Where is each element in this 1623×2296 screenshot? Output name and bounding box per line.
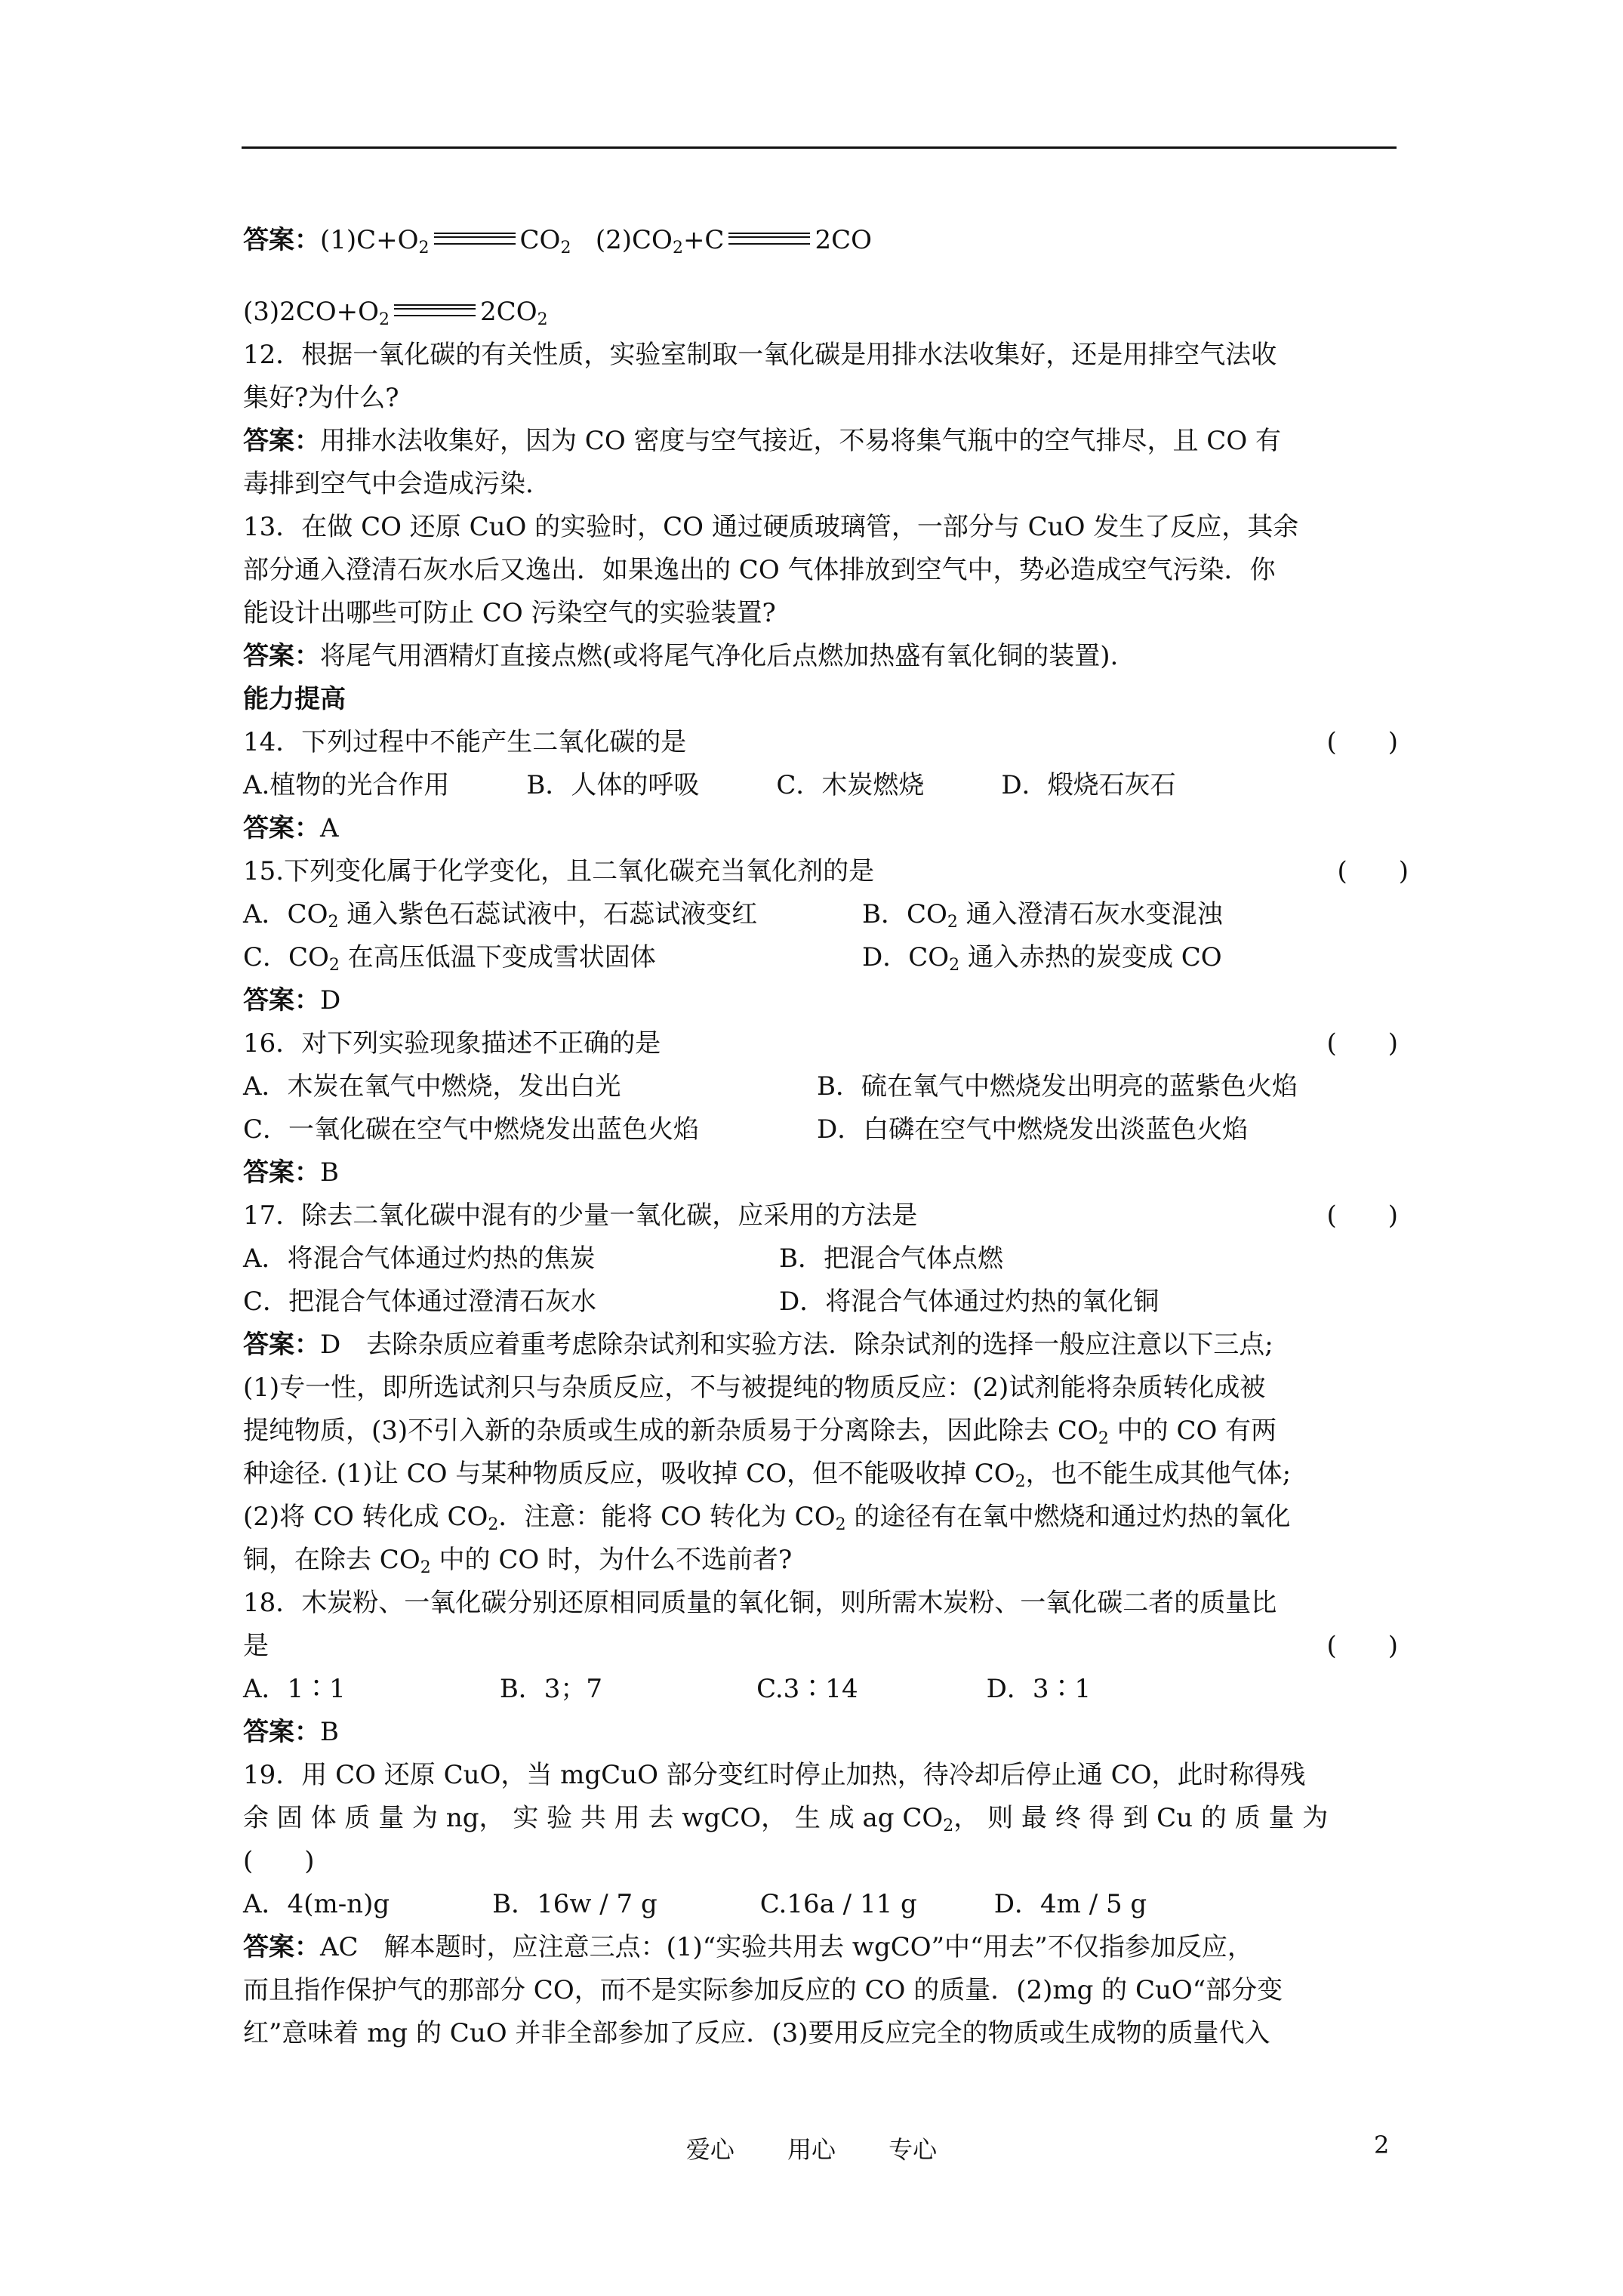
- question-15-stem: 15.下列变化属于化学变化，且二氧化碳充当氧化剂的是 ( ): [243, 850, 1398, 893]
- question-19-line-2: 余 固 体 质 量 为 ng， 实 验 共 用 去 wgCO， 生 成 ag $CO_2$， 则 最 终 得 到 Cu 的 质 量 为: [243, 1803, 1329, 1835]
- question-14-stem: 14．下列过程中不能产生二氧化碳的是 ( ): [243, 721, 1398, 764]
- question-16-options-ab: [243, 1065, 1398, 1108]
- option-c: C．把混合气体通过澄清石灰水: [243, 1287, 597, 1317]
- option-b: B．硫在氧气中燃烧发出明亮的蓝紫色火焰: [817, 1071, 1298, 1102]
- option-a: A．木炭在氧气中燃烧，发出白光: [243, 1071, 621, 1102]
- answer-17-line-2: (1)专一性，即所选试剂只与杂质反应，不与被提纯的物质反应：(2)试剂能将杂质转化成被: [243, 1373, 1266, 1403]
- option-d: D．$CO_2$ 通入赤热的炭变成 CO: [862, 942, 1222, 975]
- question-17-options-cd: [243, 1281, 1398, 1324]
- question-19-options: A．4(m-n)g B．16w / 7 g C.16a / 11 g D．4m / 5 g: [243, 1889, 1147, 1919]
- question-12-line-1: 12．根据一氧化碳的有关性质，实验室制取一氧化碳是用排水法收集好，还是用排空气法收: [243, 340, 1277, 370]
- answer-17-line-1: 答案：D 去除杂质应着重考虑除杂试剂和实验方法．除杂试剂的选择一般应注意以下三点;: [243, 1330, 1273, 1360]
- answer-19-line-2: 而且指作保护气的那部分 CO，而不是实际参加反应的 CO 的质量．(2)mg 的 CuO“部分变: [243, 1975, 1283, 2005]
- answer-12-line-2: 毒排到空气中会造成污染.: [243, 469, 534, 499]
- answer-blank: ( ): [1326, 1200, 1398, 1231]
- question-15-options-ab: [243, 893, 1398, 936]
- footer-motto: 爱心 用心 专心: [685, 2135, 938, 2164]
- option-b: B．$CO_2$ 通入澄清石灰水变混浊: [862, 899, 1223, 932]
- answer-12-line-1: 答案：用排水法收集好，因为 CO 密度与空气接近，不易将集气瓶中的空气排尽，且 CO 有: [243, 426, 1282, 456]
- answer-blank: ( ): [1326, 1028, 1398, 1059]
- equals-sign: [728, 233, 810, 245]
- answer-blank: ( ): [1337, 856, 1409, 886]
- question-16-options-cd: [243, 1108, 1398, 1151]
- option-b: B．把混合气体点燃: [779, 1244, 1003, 1274]
- answer-19-line-1: 答案：AC 解本题时，应注意三点：(1)“实验共用去 wgCO”中“用去”不仅指参加反应，: [243, 1932, 1253, 1962]
- option-c: C．一氧化碳在空气中燃烧发出蓝色火焰: [243, 1114, 700, 1145]
- question-19-line-3: ( ): [243, 1846, 315, 1876]
- option-d: D．将混合气体通过灼热的氧化铜: [779, 1287, 1160, 1317]
- question-17-stem: 17．除去二氧化碳中混有的少量一氧化碳，应采用的方法是 ( ): [243, 1194, 1398, 1237]
- answer-11-line-2: $(3)2CO+O_2$ $2CO_2$: [243, 297, 548, 329]
- question-14-options: A.植物的光合作用 B．人体的呼吸 C．木炭燃烧 D．煅烧石灰石: [243, 770, 1176, 800]
- answer-17-line-6: 铜，在除去 $CO_2$ 中的 CO 时，为什么不选前者?: [243, 1545, 793, 1577]
- answer-17-line-4: 种途径. (1)让 CO 与某种物质反应，吸收掉 CO，但不能吸收掉 $CO_2$，也不能生成其他气体;: [243, 1459, 1292, 1491]
- question-13-line-1: 13．在做 CO 还原 CuO 的实验时，CO 通过硬质玻璃管，一部分与 CuO 发生了反应，其余: [243, 512, 1299, 542]
- answer-19-line-3: 红”意味着 mg 的 CuO 并非全部参加了反应．(3)要用反应完全的物质或生成物的质量代入: [243, 2018, 1270, 2048]
- option-a: A．$CO_2$ 通入紫色石蕊试液中，石蕊试液变红: [243, 899, 758, 932]
- answer-17-line-3: 提纯物质，(3)不引入新的杂质或生成的新杂质易于分离除去，因此除去 $CO_2$ 中的 CO 有两: [243, 1416, 1277, 1448]
- answer-15: 答案：D: [243, 985, 341, 1015]
- option-a: A．将混合气体通过灼热的焦炭: [243, 1244, 596, 1274]
- section-title: 能力提高: [243, 684, 346, 714]
- answer-16: 答案：B: [243, 1157, 339, 1188]
- answer-14: 答案：A: [243, 813, 339, 843]
- answer-blank: ( ): [1326, 727, 1398, 757]
- question-18-line-1: 18．木炭粉、一氧化碳分别还原相同质量的氧化铜，则所需木炭粉、一氧化碳二者的质量比: [243, 1588, 1277, 1618]
- question-18-line-2: 是 ( ): [243, 1625, 1398, 1668]
- question-16-stem: 16．对下列实验现象描述不正确的是 ( ): [243, 1022, 1398, 1065]
- page-number: 2: [1374, 2131, 1390, 2159]
- question-18-options: A．1∶1 B．3；7 C.3∶14 D．3∶1: [243, 1674, 1092, 1704]
- answer-11-line-1: 答案：$(1)C+O_2$ $CO_2$ $(2)CO_2+C$ 2CO: [243, 225, 872, 257]
- question-17-options-ab: [243, 1237, 1398, 1281]
- option-d: D．白磷在空气中燃烧发出淡蓝色火焰: [817, 1114, 1249, 1145]
- header-rule: [242, 146, 1397, 149]
- equals-sign: [434, 233, 516, 245]
- question-13-line-2: 部分通入澄清石灰水后又逸出．如果逸出的 CO 气体排放到空气中，势必造成空气污染．你: [243, 555, 1276, 585]
- question-19-line-1: 19．用 CO 还原 CuO，当 mgCuO 部分变红时停止加热，待冷却后停止通 CO，此时称得残: [243, 1760, 1306, 1790]
- answer-18: 答案：B: [243, 1717, 339, 1747]
- option-c: C．$CO_2$ 在高压低温下变成雪状固体: [243, 942, 656, 975]
- question-13-line-3: 能设计出哪些可防止 CO 污染空气的实验装置?: [243, 598, 776, 628]
- question-15-options-cd: [243, 936, 1398, 979]
- question-12-line-2: 集好?为什么?: [243, 383, 399, 413]
- answer-blank: ( ): [1326, 1631, 1398, 1661]
- equals-sign: [394, 304, 476, 316]
- answer-17-line-5: (2)将 CO 转化成 $CO_2$．注意：能将 CO 转化为 $CO_2$ 的途径有在氧中燃烧和通过灼热的氧化: [243, 1502, 1291, 1534]
- page-content: [243, 219, 1409, 2055]
- answer-13-line-1: 答案：将尾气用酒精灯直接点燃(或将尾气净化后点燃加热盛有氧化铜的装置).: [243, 641, 1119, 671]
